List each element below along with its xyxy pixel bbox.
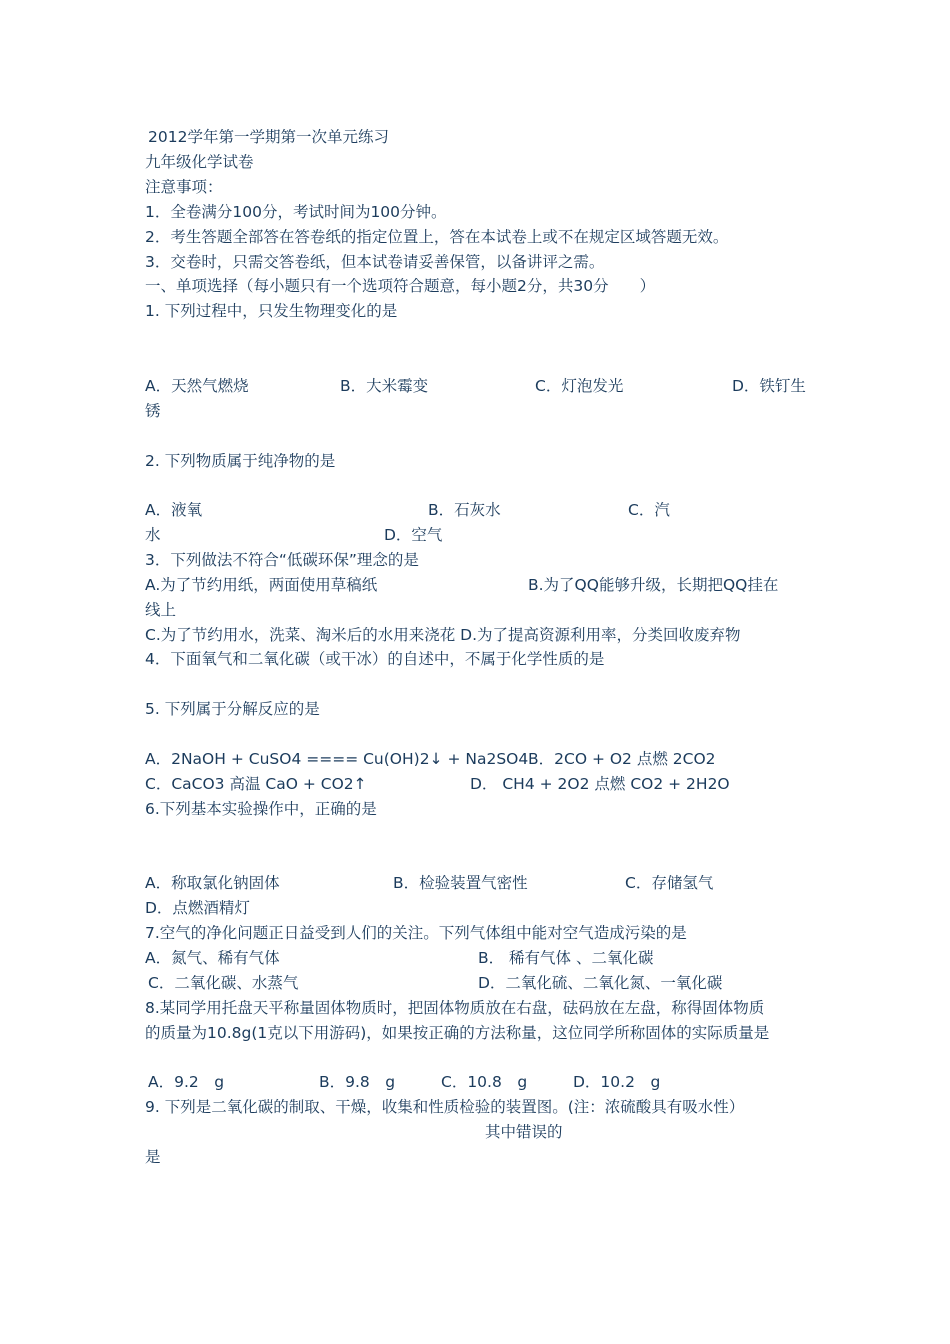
question-6-stem: 6.下列基本实验操作中，正确的是	[145, 800, 377, 818]
question-8-option-a: A．9.2 g	[148, 1073, 225, 1091]
question-3-option-cd: C.为了节约用水，洗菜、淘米后的水用来浇花 D.为了提高资源利用率，分类回收废弃物	[145, 626, 741, 644]
question-6-option-d: D．点燃酒精灯	[145, 899, 250, 917]
question-2-stem: 2. 下列物质属于纯净物的是	[145, 452, 336, 470]
question-8-stem-line-1: 8.某同学用托盘天平称量固体物质时，把固体物质放在右盘，砝码放在左盘，称得固体物质	[145, 999, 765, 1017]
question-8-option-d: D．10.2 g	[573, 1073, 661, 1091]
question-7-stem: 7.空气的净化问题正日益受到人们的关注。下列气体组中能对空气造成污染的是	[145, 924, 687, 942]
question-1-stem: 1. 下列过程中，只发生物理变化的是	[145, 302, 398, 320]
question-5-option-c: C．CaCO3 高温 CaO + CO2↑	[145, 775, 367, 793]
question-2-option-c: C．汽	[628, 501, 670, 519]
question-2-option-b: B．石灰水	[428, 501, 501, 519]
exam-subtitle: 九年级化学试卷	[145, 153, 254, 171]
note-item-1: 1．全卷满分100分，考试时间为100分钟。	[145, 203, 447, 221]
notes-heading: 注意事项：	[145, 178, 223, 196]
question-9-stem-line-3: 是	[145, 1148, 161, 1166]
question-7-option-d: D．二氧化硫、二氧化氮、一氧化碳	[478, 974, 723, 992]
question-1-option-a: A．天然气燃烧	[145, 377, 249, 395]
question-3-option-b: B.为了QQ能够升级，长期把QQ挂在	[528, 576, 779, 594]
section-heading: 一、单项选择（每小题只有一个选项符合题意，每小题2分，共30分 ）	[145, 277, 656, 295]
question-9-stem-line-2: 其中错误的	[485, 1123, 563, 1141]
question-3-option-b-cont: 线上	[145, 601, 177, 619]
question-7-option-a: A．氮气、稀有气体	[145, 949, 280, 967]
question-5-option-a: A．2NaOH + CuSO4 ==== Cu(OH)2↓ + Na2SO4	[145, 750, 529, 768]
question-1-option-b: B．大米霉变	[340, 377, 429, 395]
question-3-option-a: A.为了节约用纸，两面使用草稿纸	[145, 576, 378, 594]
question-7-option-b: B． 稀有气体 、二氧化碳	[478, 949, 654, 967]
question-1-option-d: D．铁钉生	[732, 377, 806, 395]
question-4-stem: 4．下面氧气和二氧化碳（或干冰）的自述中，不属于化学性质的是	[145, 650, 605, 668]
question-1-option-d-cont: 锈	[145, 402, 161, 420]
question-2-option-c-cont: 水	[145, 526, 161, 544]
exam-title: 2012学年第一学期第一次单元练习	[148, 128, 389, 146]
note-item-3: 3．交卷时，只需交答卷纸，但本试卷请妥善保管，以备讲评之需。	[145, 253, 605, 271]
question-8-stem-line-2: 的质量为10.8g(1克以下用游码)，如果按正确的方法称量，这位同学所称固体的实际质量是	[145, 1024, 770, 1042]
question-8-option-c: C．10.8 g	[441, 1073, 528, 1091]
question-6-option-a: A．称取氯化钠固体	[145, 874, 280, 892]
question-6-option-b: B．检验装置气密性	[393, 874, 528, 892]
question-5-option-d: D． CH4 + 2O2 点燃 CO2 + 2H2O	[470, 775, 730, 793]
question-2-option-a: A．液氧	[145, 501, 203, 519]
question-2-option-d: D．空气	[384, 526, 443, 544]
question-9-stem-line-1: 9. 下列是二氧化碳的制取、干燥，收集和性质检验的装置图。(注：浓硫酸具有吸水性）	[145, 1098, 745, 1116]
question-8-option-b: B．9.8 g	[319, 1073, 396, 1091]
note-item-2: 2．考生答题全部答在答卷纸的指定位置上，答在本试卷上或不在规定区域答题无效。	[145, 228, 729, 246]
question-5-stem: 5. 下列属于分解反应的是	[145, 700, 320, 718]
question-6-option-c: C．存储氢气	[625, 874, 714, 892]
question-3-stem: 3．下列做法不符合“低碳环保”理念的是	[145, 551, 419, 569]
question-5-option-b: B．2CO + O2 点燃 2CO2	[528, 750, 716, 768]
question-1-option-c: C．灯泡发光	[535, 377, 624, 395]
question-7-option-c: C．二氧化碳、水蒸气	[148, 974, 299, 992]
